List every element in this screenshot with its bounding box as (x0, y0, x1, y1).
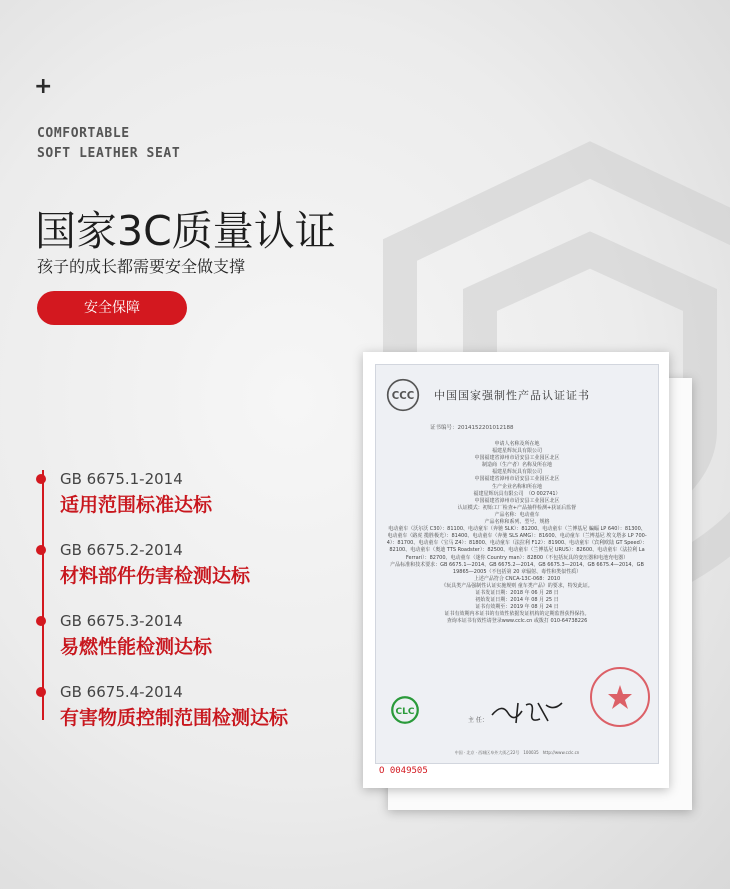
certificate-line: 查询本证书有效性请登录www.cclc.cn 或拨打 010-64738226 (446, 618, 588, 625)
english-tagline (37, 124, 180, 164)
standard-desc: 易燃性能检测达标 (60, 636, 213, 658)
certificate (363, 352, 669, 788)
standard-code: GB 6675.2-2014 (60, 541, 183, 559)
standard-code: GB 6675.4-2014 (60, 683, 183, 701)
standard-desc: 材料部件伤害检测达标 (60, 565, 251, 587)
certificate-line: 上述产品符合 CNCA-13C-068：2010 (473, 575, 561, 582)
tagline-line-2: SOFT LEATHER SEAT (37, 146, 181, 161)
svg-text:CCC: CCC (391, 391, 415, 403)
ccc-logo-icon (386, 378, 420, 412)
bullet-dot-icon (36, 687, 46, 697)
certificate-line: 证书发证日期：2018 年 06 月 28 日 (475, 589, 559, 596)
standard-desc: 有害物质控制范围检测达标 (60, 707, 289, 729)
certificate-line: 福建星辉玩具有限公司 （O 002741） (473, 490, 561, 497)
safety-badge: 安全保障 (37, 291, 187, 325)
certificate-body (375, 364, 659, 764)
certificate-line: 产品标准和技术要求：GB 6675.1—2014、GB 6675.2—2014、GB 6675.3—2014、GB 6675.4—2014、GB 19865—2005（不包括第 20 章辐射、毒性和类似性质） (390, 561, 644, 575)
standard-desc: 适用范围标准达标 (60, 494, 213, 516)
bullet-dot-icon (36, 545, 46, 555)
signature-icon (488, 697, 568, 727)
certificate-footer: 中国 · 北京 · 西城区阜外大街乙22号 100035 http://www.cclc.cn (454, 750, 580, 755)
bullet-dot-icon (36, 616, 46, 626)
certificate-line: 生产企业名称和所在地 (491, 483, 542, 490)
certificate-line: 中国福建省漳州市诏安县工业园区北区 (474, 497, 560, 504)
certificate-text (386, 441, 648, 625)
certificate-line: 福建星辉玩具有限公司 (491, 448, 542, 455)
signer-label: 主 任： (468, 717, 488, 724)
certificate-number: 证书编号：2014152201012188 (430, 425, 514, 431)
certificate-line: 初始发证日期：2014 年 08 月 25 日 (475, 597, 559, 604)
page-subtitle: 孩子的成长都需要安全做支撑 (37, 257, 246, 276)
certificate-line: 认证模式：初始工厂检查+产品抽样检测+获证后监督 (457, 504, 577, 511)
certificate-line: 中国福建省漳州市诏安县工业园区北区 (474, 455, 560, 462)
official-seal-icon (588, 665, 652, 729)
standard-code: GB 6675.1-2014 (60, 470, 183, 488)
clc-logo-icon (390, 695, 420, 725)
certificate-line: 福建星辉玩具有限公司 (491, 469, 542, 476)
page-title: 国家3C质量认证 (35, 207, 336, 255)
standards-timeline (42, 470, 44, 720)
plus-icon: + (34, 74, 53, 99)
certificate-line: 《玩具类产品强制性认证实施规则 童车类产品》的要求，特发此证。 (441, 582, 593, 589)
certificate-line: 证书有效期至：2019 年 08 月 24 日 (475, 604, 559, 611)
certificate-line: 电动童车（沃尔沃 C30）：81100、电动童车（奔驰 SLK）：81200、电动童车（兰博基尼 蝙蝠 LP 640）：81300、电动童车（路虎 揽胜极光）：81400、电动童车（奔驰 SLS AMG）：81600、电动童车（兰博基尼 埃文塔多 LP 700-4）：81700、电动童车（宝马 Z4）：81800、电动童车（法拉利 F12）：81900、电动童车（宾利欧陆 GT Speed）：82100、电动童车（奥迪 TTS Roadster）：82500、电动童车（兰博基尼 URUS）：82600、电动童车（法拉利 La Ferrari）：82700、电动童车（迷你 Country man）：82800（不包括玩具的变压器和电池充电器） (386, 526, 648, 561)
bullet-dot-icon (36, 474, 46, 484)
certificate-serial: O 0049505 (379, 766, 428, 776)
tagline-line-1: COMFORTABLE (37, 126, 130, 141)
certificate-line: 产品名称：电动童车 (494, 511, 540, 518)
certificate-line: 产品名称和系列、型号、规格 (484, 519, 550, 526)
certificate-line: 证书有效期内本证书的有效性依据发证机构的定期监督获得保持。 (444, 611, 590, 618)
certificate-title: 中国国家强制性产品认证证书 (434, 389, 590, 402)
certificate-line: 制造商（生产者）名称及所在地 (481, 462, 552, 469)
svg-text:CLC: CLC (395, 706, 415, 717)
certificate-line: 中国福建省漳州市诏安县工业园区北区 (474, 476, 560, 483)
certificate-line: 申请人名称及所在地 (494, 441, 540, 447)
standard-code: GB 6675.3-2014 (60, 612, 183, 630)
